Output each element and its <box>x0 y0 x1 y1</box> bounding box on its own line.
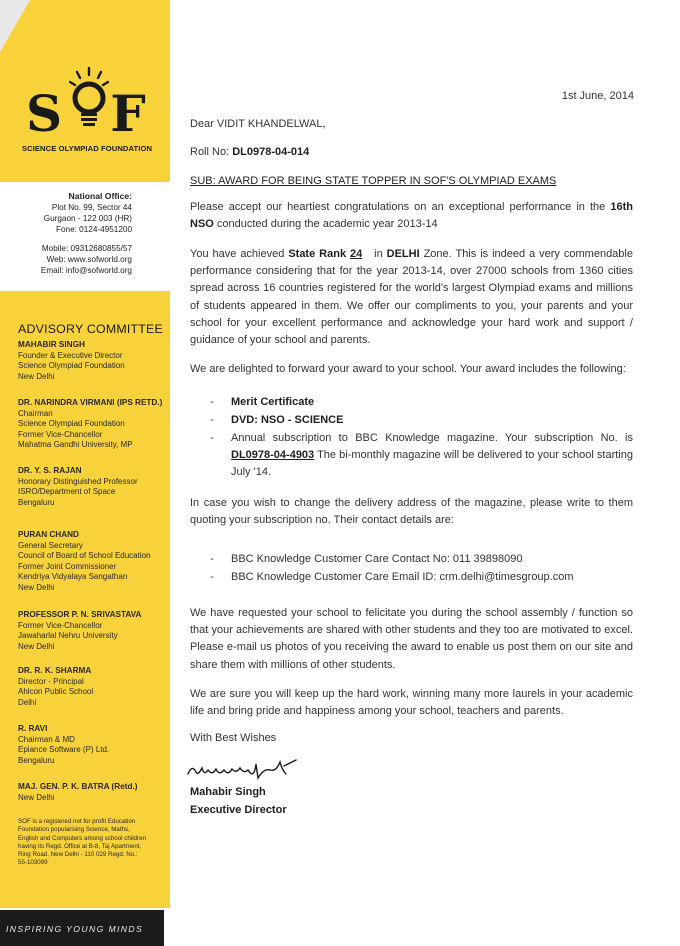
office-line: Gurgaon - 122 003 (HR) <box>43 214 132 223</box>
mobile-number: Mobile: 09312680855/57 <box>41 244 132 253</box>
bullet-dash: - <box>210 396 214 408</box>
member-line: Mahatma Gandhi University, MP <box>18 440 133 450</box>
bullet-dash: - <box>210 553 214 565</box>
member-line: New Delhi <box>18 582 55 592</box>
bullet-dash: - <box>210 414 214 426</box>
member-line: Founder & Executive Director <box>18 350 123 360</box>
award-label: DVD: NSO - SCIENCE <box>231 414 344 426</box>
member-line: Former Vice-Chancellor <box>18 429 103 439</box>
member-line: Bengaluru <box>18 755 55 765</box>
award-label: Merit Certificate <box>231 396 315 408</box>
member-line: Science Olympiad Foundation <box>18 361 125 371</box>
greeting-prefix: Dear <box>190 118 217 130</box>
footer-slogan: INSPIRING YOUNG MINDS <box>6 924 144 934</box>
member-line: Former Vice-Chancellor <box>18 620 103 630</box>
member-name: PURAN CHAND <box>18 530 79 539</box>
award-item <box>231 412 343 429</box>
member-line: Epiance Software (P) Ltd. <box>18 745 110 755</box>
roll-number <box>190 146 309 158</box>
text: The bi-monthly magazine will be delivered to your school starting July '14. <box>231 449 633 479</box>
bbc-contact-number: BBC Knowledge Customer Care Contact No: 011 39898090 <box>231 553 523 565</box>
national-office-address <box>0 191 132 235</box>
member-name: R. RAVI <box>18 724 48 733</box>
committee-member <box>18 466 168 508</box>
member-name: PROFESSOR P. N. SRIVASTAVA <box>18 610 142 619</box>
member-line: Kendriya Vidyalaya Sangathan <box>18 572 128 582</box>
advisory-committee-title: ADVISORY COMMITTEE <box>18 322 163 336</box>
paragraph-congratulations <box>190 199 633 233</box>
signatory-title <box>190 804 287 816</box>
subject-line: SUB: AWARD FOR BEING STATE TOPPER IN SOF'S OLYMPIAD EXAMS <box>190 175 557 187</box>
member-name: DR. NARINDRA VIRMANI (IPS RETD.) <box>18 398 163 407</box>
member-line: Director - Principal <box>18 676 84 686</box>
light-bulb-icon <box>69 66 109 130</box>
member-line: Jawaharlal Nehru University <box>18 631 118 641</box>
exam-name: 16th NSO <box>190 201 633 231</box>
sidebar <box>0 0 170 946</box>
award-item <box>231 430 633 482</box>
committee-member <box>18 340 168 382</box>
member-line: Former Joint Commissioner <box>18 561 117 571</box>
text: Zone. This is indeed a very commendable performance considering that for the year 2013-14, over 27000 schools from 1360 cities spread across 16 countries registered for the world's largest Olympiad exams and millions of students appeared in them. We offer our compliments to you, your parents and your school for your excellent performance and acknowledge your hard work and support / guidance of your school and parents. <box>190 248 633 347</box>
office-line: Plot No. 99, Sector 44 <box>51 203 132 212</box>
roll-label: Roll No: <box>190 146 233 158</box>
paragraph-felicitation: We have requested your school to felicitate you during the school assembly / function so that your achievements are shared with other students and they too are motivated to excel. Please e-mail us photos of you receiving the award to enable us post them on our site and share them with millions of other students. <box>190 607 633 671</box>
rank-label: State Rank <box>288 248 351 260</box>
paragraph-rank <box>190 246 633 349</box>
signatory-title-text: Executive Director <box>190 804 287 816</box>
member-line: Science Olympiad Foundation <box>18 419 125 429</box>
committee-member <box>18 398 168 451</box>
member-line: Honorary Distinguished Professor <box>18 476 138 486</box>
text: Please accept our heartiest congratulations on an exceptional performance in the <box>190 201 611 213</box>
bullet-dash: - <box>210 432 214 444</box>
sof-logo <box>14 62 160 158</box>
committee-member <box>18 610 168 652</box>
committee-member <box>18 530 168 594</box>
zone-name: DELHI <box>386 248 420 260</box>
member-line: Chairman & MD <box>18 734 75 744</box>
text: conducted during the academic year 2013-14 <box>213 218 438 231</box>
member-name: DR. R. K. SHARMA <box>18 666 92 675</box>
office-contacts <box>0 243 132 276</box>
website: Web: www.sofworld.org <box>46 255 132 264</box>
paragraph-closing-wishes: We are sure you will keep up the hard work, winning many more laurels in your academic life and bring pride and happiness among your school, teachers and parents. <box>190 688 633 718</box>
member-name: DR. Y. S. RAJAN <box>18 466 82 475</box>
member-line: ISRO/Department of Space <box>18 487 116 497</box>
member-line: Bengaluru <box>18 497 55 507</box>
logo-tagline: SCIENCE OLYMPIAD FOUNDATION <box>21 144 153 153</box>
member-name: MAJ. GEN. P. K. BATRA (Retd.) <box>18 782 138 791</box>
roll-value: DL0978-04-014 <box>232 146 310 158</box>
member-line: Council of Board of School Education <box>18 551 151 561</box>
office-line: Fone: 0124-4951200 <box>55 225 132 234</box>
subscription-number: DL0978-04-4903 <box>231 449 315 462</box>
member-line: New Delhi <box>18 792 55 802</box>
member-line: Delhi <box>18 697 37 707</box>
member-line: General Secretary <box>18 540 83 550</box>
bbc-contact-email: BBC Knowledge Customer Care Email ID: crm.delhi@timesgroup.com <box>231 571 574 583</box>
committee-member <box>18 724 168 766</box>
member-name: MAHABIR SINGH <box>18 340 85 349</box>
letter-date: 1st June, 2014 <box>561 90 634 102</box>
committee-member <box>18 782 168 803</box>
paragraph-award-intro: We are delighted to forward your award to your school. Your award includes the following: <box>190 363 626 375</box>
text: You have achieved <box>190 248 289 260</box>
member-line: Ahlcon Public School <box>18 687 94 697</box>
greeting <box>190 118 326 130</box>
award-item <box>231 394 314 411</box>
sidebar-main-band <box>0 291 170 908</box>
text: in <box>362 248 387 260</box>
handwritten-signature <box>184 756 304 784</box>
logo-letters: S F <box>25 84 148 143</box>
bullet-dash: - <box>210 571 214 583</box>
signatory-name-text: Mahabir Singh <box>190 786 266 798</box>
rank-value: 24 <box>350 248 363 260</box>
signatory-name <box>190 786 266 798</box>
committee-member <box>18 666 168 708</box>
sof-registration-note: SOF is a registered not for profit Education Foundation popularising Science, Maths, English and Computers among school children having its Regd. Office at B-8, Taj Apartment, Ring Road, New Delhi - 110 029 Regd. No.: 55-103099 <box>18 818 146 867</box>
closing-line: With Best Wishes <box>190 732 277 744</box>
email: Email: info@sofworld.org <box>40 266 132 275</box>
text: Annual subscription to BBC Knowledge magazine. Your subscription No. is <box>231 432 633 444</box>
page-corner-fold <box>0 0 30 52</box>
member-line: Chairman <box>18 408 53 418</box>
paragraph-delivery-address: In case you wish to change the delivery address of the magazine, please write to them quoting your subscription no. Their contact details are: <box>190 497 633 527</box>
recipient-name: VIDIT KHANDELWAL, <box>216 118 326 130</box>
member-line: New Delhi <box>18 641 55 651</box>
office-heading: National Office: <box>68 191 132 201</box>
member-line: New Delhi <box>18 371 55 381</box>
